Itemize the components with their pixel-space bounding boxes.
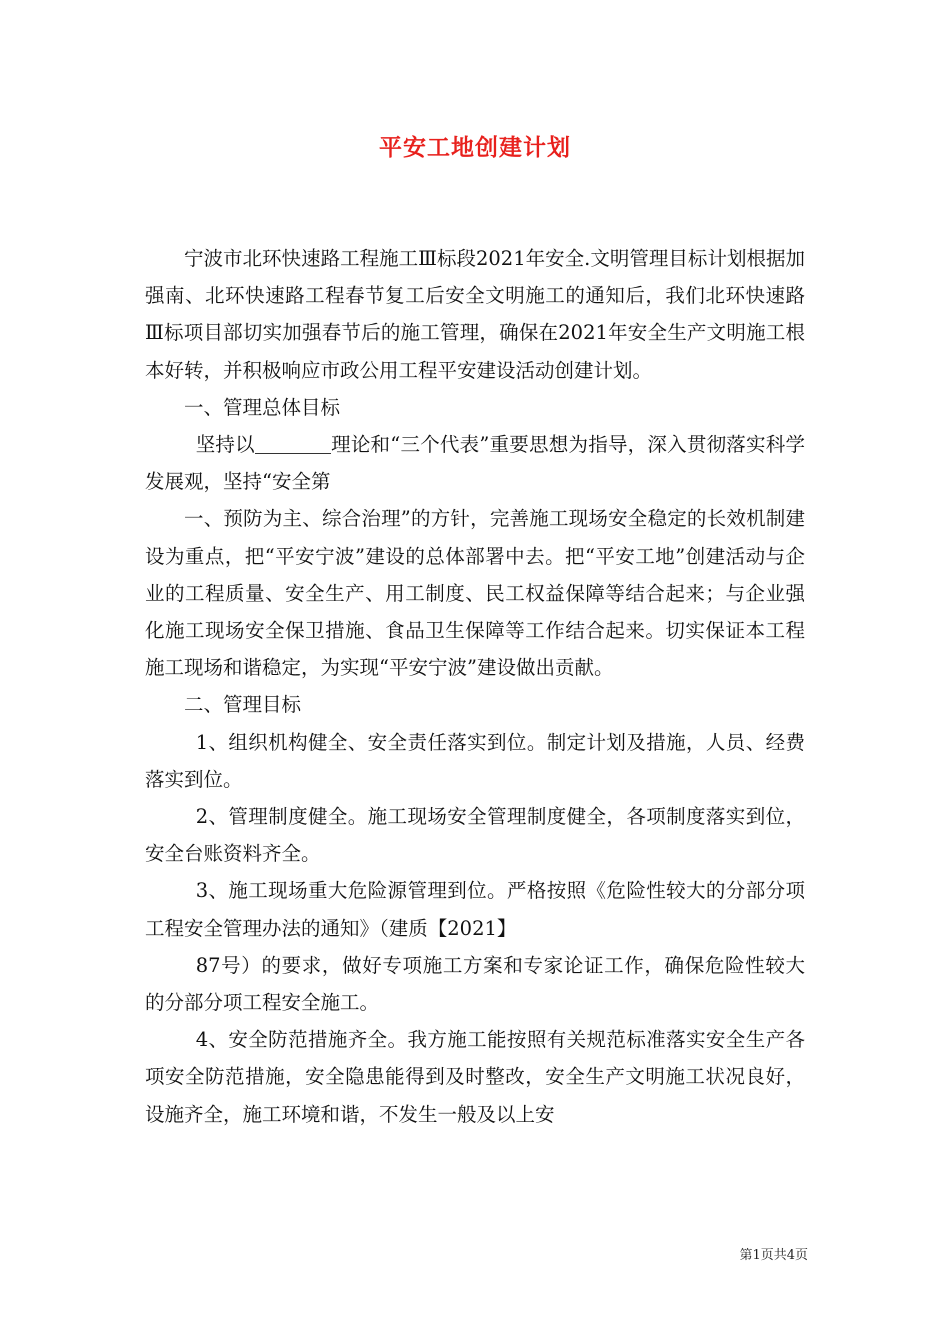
page-number-footer: 第1页共4页: [739, 1248, 808, 1263]
paragraph-goal-3-continued: 87号）的要求，做好专项施工方案和专家论证工作，确保危险性较大的分部分项工程安全施工。: [145, 953, 805, 1015]
paragraph-goal-3: 3、施工现场重大危险源管理到位。严格按照《危险性较大的分部分项工程安全管理办法的通知》（建质【2021】: [145, 879, 805, 940]
paragraph-guiding-principle: [145, 426, 805, 500]
document-body: [145, 240, 805, 1133]
section-heading-management-goals: 二、管理目标: [184, 693, 302, 717]
paragraph-goal-4: 4、安全防范措施齐全。我方施工能按照有关规范标准落实安全生产各项安全防范措施，安全隐患能得到及时整改，安全生产文明施工状况良好，设施齐全，施工环境和谐，不发生一般及以上安: [145, 1028, 805, 1126]
paragraph-guiding-principle-end: 理论和“三个代表”重要思想为指导，深入贯彻落实科学发展观，坚持“安全第: [145, 433, 805, 494]
paragraph-goal-2: 2、管理制度健全。施工现场安全管理制度健全，各项制度落实到位，安全台账资料齐全。: [145, 805, 805, 866]
paragraph-intro: 宁波市北环快速路工程施工Ⅲ标段2021年安全.文明管理目标计划根据加强南、北环快速路工程春节复工后安全文明施工的通知后，我们北环快速路Ⅲ标项目部切实加强春节后的施工管理，确保在2021年安全生产文明施工根本好转，并积极响应市政公用工程平安建设活动创建计划。: [145, 247, 805, 382]
paragraph-goal-1: 1、组织机构健全、安全责任落实到位。制定计划及措施，人员、经费落实到位。: [145, 730, 805, 791]
blank-underline: [255, 434, 331, 455]
paragraph-guiding-principle-start: 坚持以: [195, 433, 255, 457]
section-heading-overall-goal: 一、管理总体目标: [184, 395, 341, 419]
paragraph-policy: 一、预防为主、综合治理”的方针，完善施工现场安全稳定的长效机制建设为重点，把“平安宁波”建设的总体部署中去。把“平安工地”创建活动与企业的工程质量、安全生产、用工制度、民工权益保障等结合起来；与企业强化施工现场安全保卫措施、食品卫生保障等工作结合起来。切实保证本工程施工现场和谐稳定，为实现“平安宁波”建设做出贡献。: [145, 507, 805, 680]
document-title: 平安工地创建计划: [379, 134, 571, 161]
